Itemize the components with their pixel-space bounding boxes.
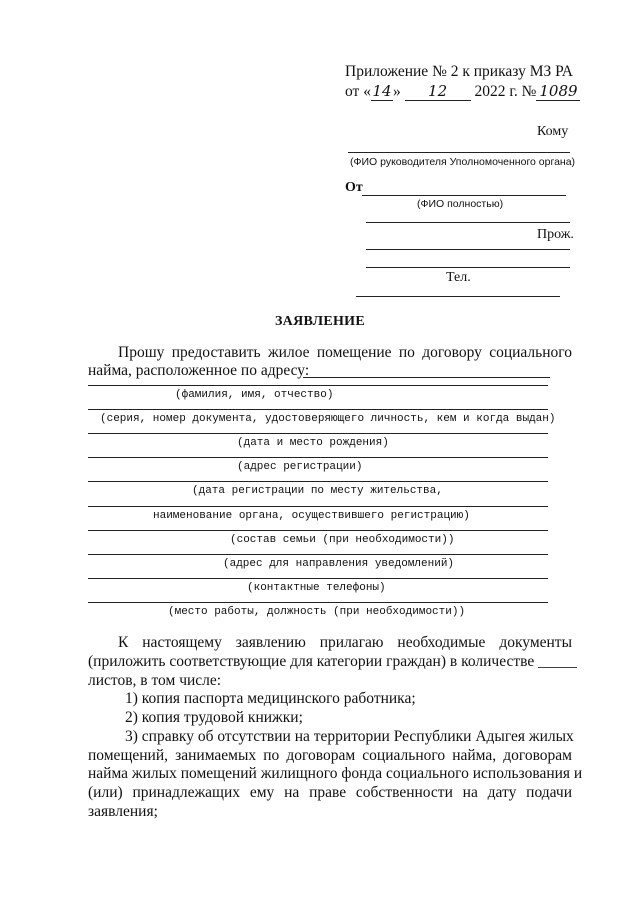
date-mid: » bbox=[392, 83, 401, 100]
attachment-item-3-line-3: найма жилых помещений жилищного фонда социального использования и bbox=[88, 765, 583, 782]
date-year: 2022 г. № bbox=[474, 83, 537, 100]
field-caption-notify-address: (адрес для направления уведомлений) bbox=[223, 558, 455, 570]
field-line-notify-address bbox=[88, 554, 548, 555]
attachment-item-1: 1) копия паспорта медицинского работника; bbox=[125, 690, 416, 707]
order-date-line bbox=[345, 82, 580, 101]
field-caption-reg-date: (дата регистрации по месту жительства, bbox=[192, 485, 443, 497]
attachments-line-1: К настоящему заявлению прилагаю необходимые документы bbox=[118, 634, 572, 651]
field-caption-family: (состав семьи (при необходимости)) bbox=[230, 534, 455, 546]
attachment-item-3-line-2: помещений, занимаемых по договорам социального найма, договорам bbox=[88, 747, 572, 764]
field-line-workplace bbox=[88, 602, 548, 603]
request-line-2: найма, расположенное по адресу: bbox=[88, 362, 310, 379]
phone-label: Тел. bbox=[446, 270, 471, 285]
request-line-1: Прошу предоставить жилое помещение по договору социального bbox=[118, 344, 572, 361]
to-line bbox=[348, 152, 570, 153]
date-month: 12 bbox=[405, 82, 471, 101]
field-caption-phones: (контактные телефоны) bbox=[247, 582, 386, 594]
phone-line bbox=[356, 296, 560, 297]
order-number: 1089 bbox=[536, 82, 580, 101]
residence-line-2 bbox=[366, 267, 570, 268]
attachments-line-3: листов, в том числе: bbox=[88, 672, 222, 689]
attachments-line-2: (приложить соответствующие для категории граждан) в количестве _____ bbox=[88, 653, 577, 670]
field-caption-registration: (адрес регистрации) bbox=[237, 461, 363, 473]
date-day: 14 bbox=[372, 82, 392, 100]
from-label: От bbox=[345, 180, 363, 195]
from-line bbox=[362, 195, 566, 196]
field-caption-id-doc: (серия, номер документа, удостоверяющего личность, кем и когда выдан) bbox=[100, 413, 556, 425]
attachment-item-3-line-4: (или) принадлежащих ему на праве собственности на дату подачи bbox=[88, 784, 572, 801]
residence-line-1 bbox=[366, 249, 570, 250]
field-caption-birth: (дата и место рождения) bbox=[237, 437, 389, 449]
attachment-item-3-line-1: 3) справку об отсутствии на территории Республики Адыгея жилых bbox=[125, 728, 574, 745]
field-line-id-doc bbox=[88, 409, 548, 410]
field-caption-reg-org: наименование органа, осуществившего регистрацию) bbox=[153, 510, 470, 522]
field-line-family bbox=[88, 530, 548, 531]
residence-label: Прож. bbox=[537, 227, 574, 242]
field-caption-workplace: (место работы, должность (при необходимости)) bbox=[168, 606, 466, 618]
field-caption-fio: (фамилия, имя, отчество) bbox=[175, 389, 334, 401]
field-line-fio bbox=[88, 385, 548, 386]
document-title: ЗАЯВЛЕНИЕ bbox=[274, 314, 365, 329]
to-label: Кому bbox=[537, 124, 569, 139]
from-line-2 bbox=[366, 222, 570, 223]
appendix-header: Приложение № 2 к приказу МЗ РА bbox=[345, 63, 573, 80]
date-prefix: от « bbox=[345, 83, 371, 100]
field-line-registration bbox=[88, 457, 548, 458]
field-line-phones bbox=[88, 578, 548, 579]
address-line bbox=[303, 377, 550, 378]
to-caption: (ФИО руководителя Уполномоченного органа) bbox=[350, 156, 576, 168]
field-line-reg-org bbox=[88, 506, 548, 507]
field-line-birth bbox=[88, 433, 548, 434]
attachment-item-3-line-5: заявления; bbox=[88, 803, 158, 820]
field-line-reg-date bbox=[88, 481, 548, 482]
attachment-item-2: 2) копия трудовой книжки; bbox=[125, 709, 303, 726]
from-caption: (ФИО полностью) bbox=[417, 198, 504, 210]
